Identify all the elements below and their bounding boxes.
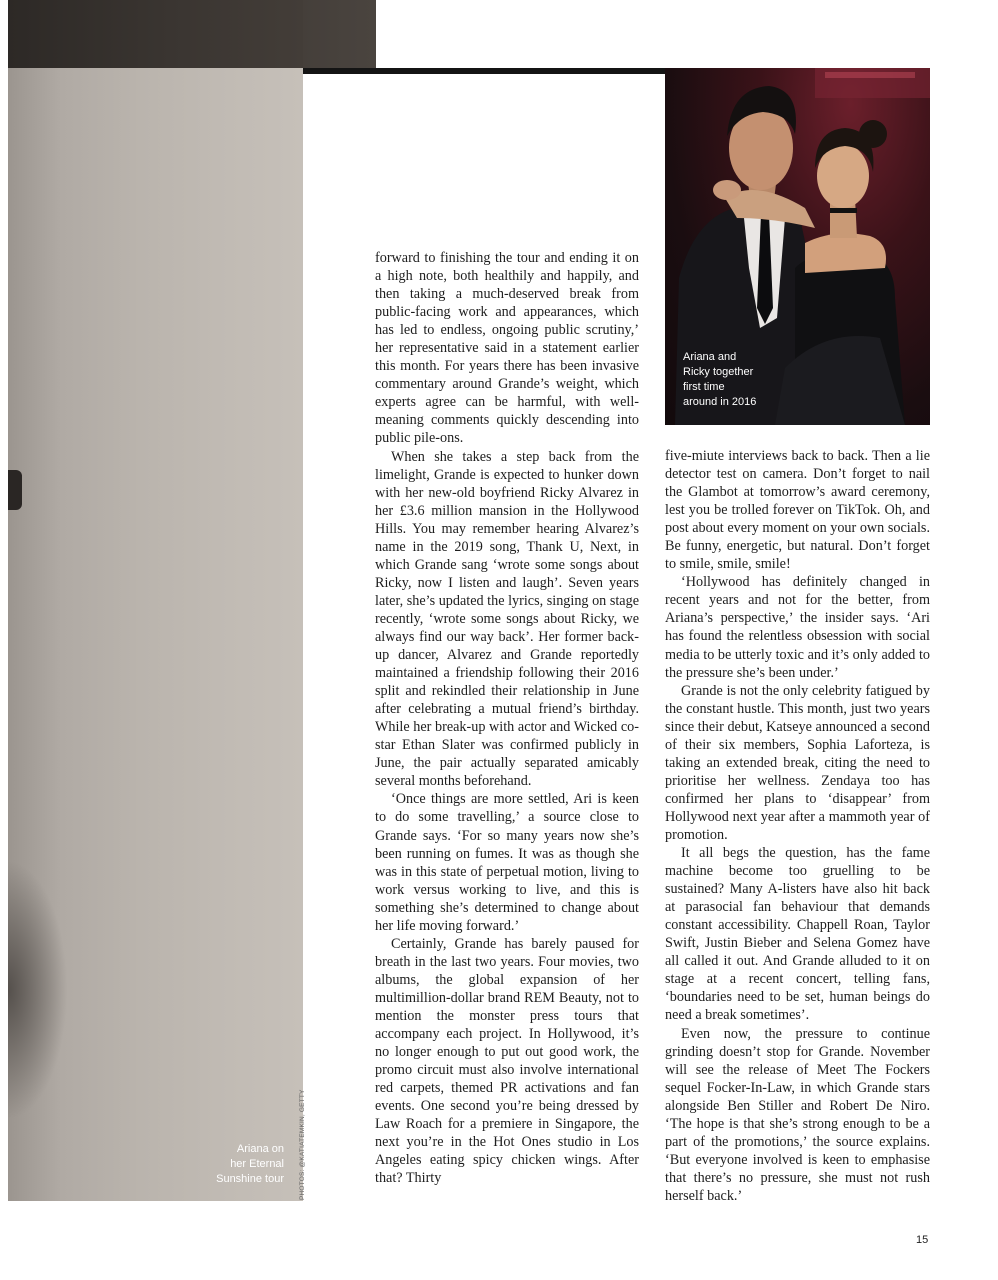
page-number: 15	[916, 1234, 929, 1246]
hero-photo-caption: Ariana on her Eternal Sunshine tour	[216, 1143, 284, 1185]
paragraph: ‘Hollywood has definitely changed in recent years and not for the better, from Ariana’s perspective,’ the insider says. ‘Ari has found the relentless obsession with social media to be utterly toxic and it’s only added to the pressure she’s been under.’	[665, 574, 930, 681]
hero-photo-dark-area	[8, 0, 303, 68]
paragraph: It all begs the question, has the fame machine become too gruelling to be sustained? Many A-listers have also hit back at parasocial fan behaviour that demands constant accessibility. Chappell Roan, Taylor Swift, Justin Bieber and Selena Gomez have all called it out. And Grande alluded to it on stage at a recent concert, telling fans, ‘boundaries need to be set, human beings do need a break sometimes’.	[665, 845, 930, 1024]
paragraph: Grande is not the only celebrity fatigued by the constant hustle. This month, just two years since their debut, Katseye announced a second of their six members, Sophia Laforteza, is taking an extended break, citing the need to prioritise her wellness. Zendaya too has confirmed her plans to ‘disappear’ from Hollywood next year after a mammoth year of promotion.	[665, 682, 930, 843]
paragraph: Certainly, Grande has barely paused for breath in the last two years. Four movies, two albums, the global expansion of her multimillion-dollar brand REM Beauty, not to mention the monster press tours that accompany each project. In Hollywood, it’s no longer enough to put out good work, the promo circuit must also involve international red carpets, themed PR activations and fan events. One second you’re being dressed by Law Roach for a premiere in Singapore, the next you’re in the Hot Ones studio in Los Angeles eating spicy chicken wings. After that? Thirty	[375, 935, 639, 1187]
hero-photo-shadow	[8, 470, 22, 510]
inset-photo-caption: Ariana and Ricky together first time around in 2016	[683, 351, 757, 408]
article-column-2	[665, 447, 930, 1205]
article-column-1	[375, 249, 639, 1187]
paragraph: When she takes a step back from the limelight, Grande is expected to hunker down with her new-old boyfriend Ricky Alvarez in her £3.6 million mansion in the Hollywood Hills. You may remember hearing Alvarez’s name in the 2019 song, Thank U, Next, in which Grande sang ‘wrote some songs about Ricky, now I listen and laugh’. Seven years later, she’s updated the lyrics, singing on stage recently, ‘wrote some songs about Ricky, we always find our way back’. Her former back-up dancer, Alvarez and Grande reportedly maintained a friendship following their 2016 split and rekindled their relationship in June after celebrating a mutual friend’s birthday. While her break-up with actor and Wicked co-star Ethan Slater was confirmed publicly in June, the pair actually separated amicably several months beforehand.	[375, 448, 639, 790]
photo-credit: PHOTOS: @KATIATEMKIN, GETTY	[299, 1089, 306, 1200]
inset-photo	[665, 68, 930, 425]
hero-photo-shadow	[8, 860, 68, 1120]
hero-photo	[8, 0, 303, 1201]
paragraph: ‘Once things are more settled, Ari is keen to do some travelling,’ a source close to Grande says. ‘For so many years now she’s been running on fumes. It was as though she was in this state of perpetual motion, living to work versus working to live, and this is something she’s determined to change about her life moving forward.’	[375, 791, 639, 934]
paragraph: Even now, the pressure to continue grinding doesn’t stop for Grande. November will see the release of Meet The Fockers sequel Focker-In-Law, in which Grande stars alongside Ben Stiller and Robert De Niro. ‘The hope is that she’s strong enough to be a part of the promotions,’ the source explains. ‘But everyone involved is keen to emphasise that there’s no pressure, she must not rush herself back.’	[665, 1025, 930, 1204]
paragraph: five-miute interviews back to back. Then a lie detector test on camera. Don’t forget to nail the Glambot at tomorrow’s award ceremony, lest you be trolled forever on TikTok. Oh, and post about every moment on your own socials. Be funny, energetic, but natural. Don’t forget to smile, smile, smile!	[665, 448, 930, 573]
paragraph: forward to finishing the tour and ending it on a high note, both healthily and happily, and then taking a much-deserved break from public-facing work and appearances, which has led to endless, ongoing public scrutiny,’ her representative said in a statement earlier this month. For years there has been invasive commentary around Grande’s weight, which experts agree can be harmful, with well-meaning comments quickly descending into public pile-ons.	[375, 250, 639, 447]
